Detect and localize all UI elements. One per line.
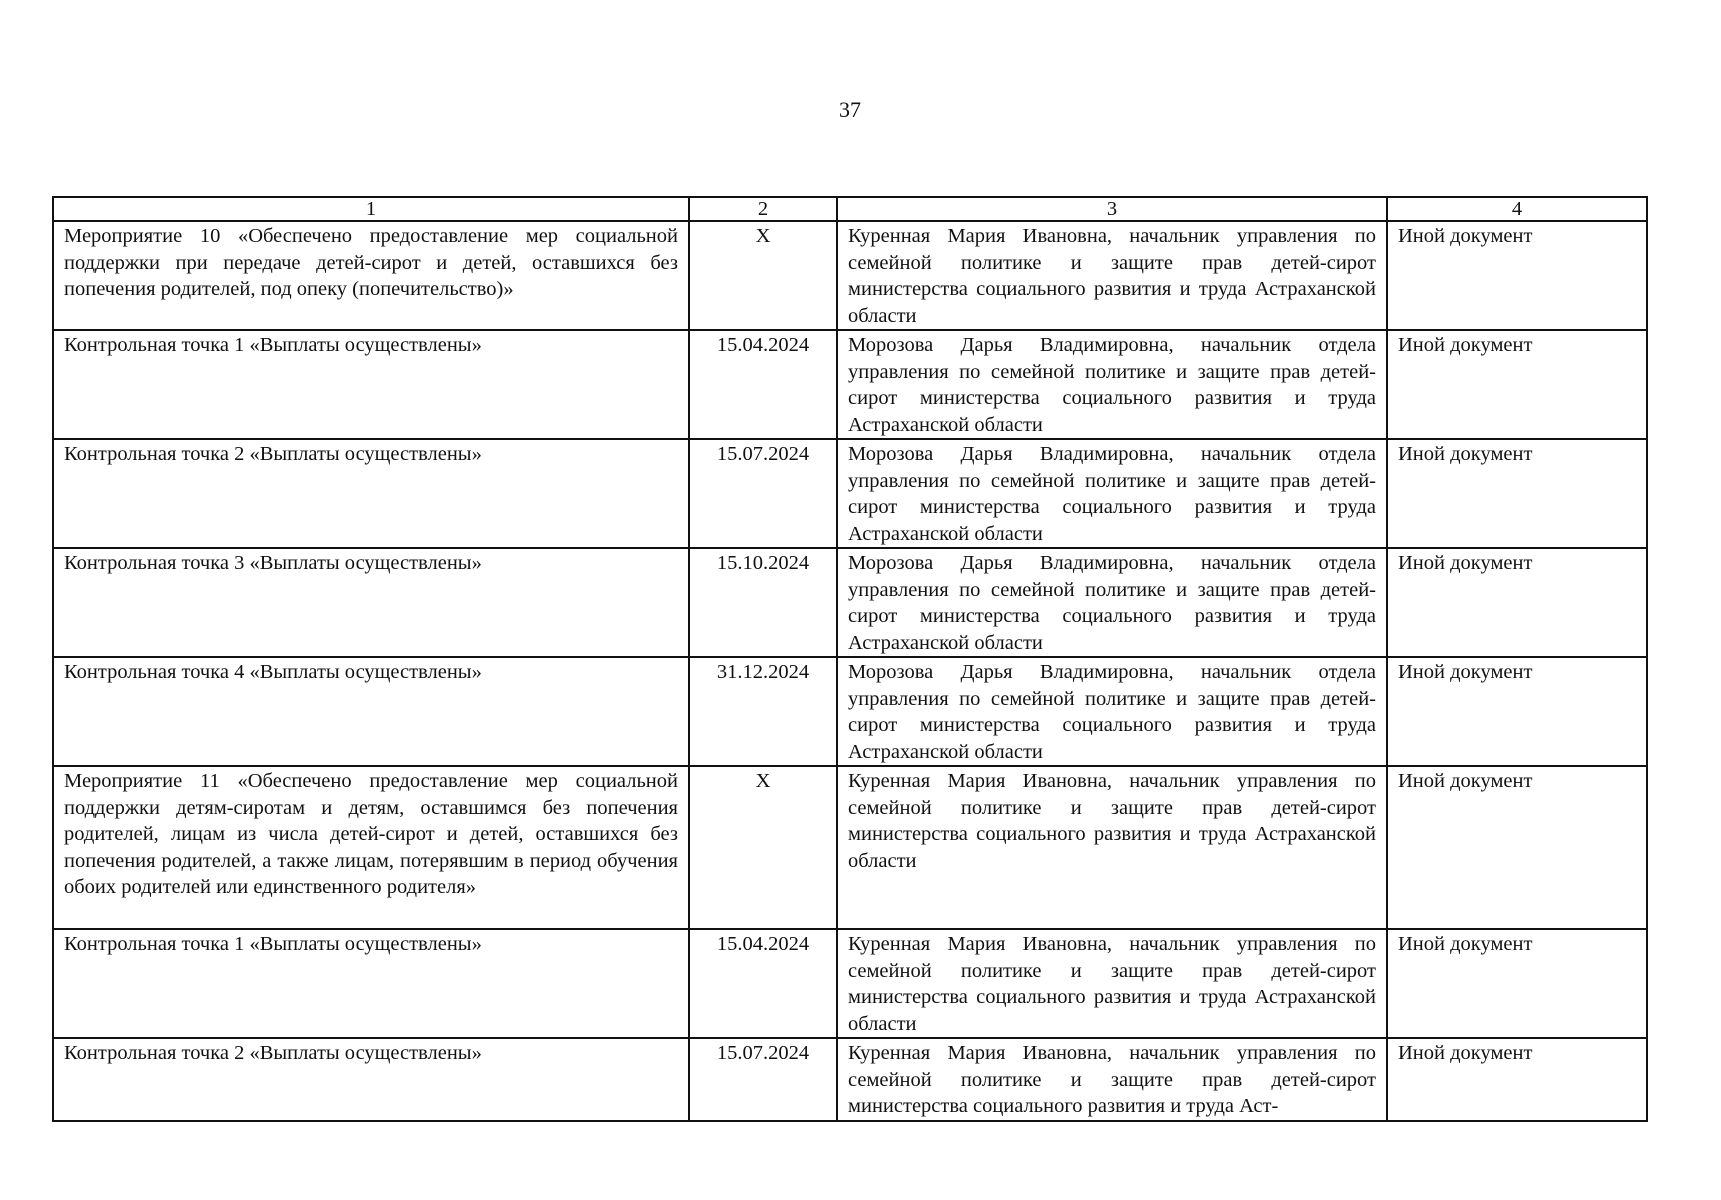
document-cell: Иной документ xyxy=(1387,657,1647,766)
date-cell: X xyxy=(689,221,837,330)
plan-table xyxy=(52,196,1648,1122)
task-cell: Контрольная точка 2 «Выплаты осуществлены» xyxy=(53,1038,689,1121)
document-cell: Иной документ xyxy=(1387,929,1647,1038)
table-row xyxy=(53,929,1647,1038)
task-cell: Мероприятие 11 «Обеспечено предоставление мер социальной поддержки детям-сиротам и детям, оставшимся без попечения родителей, лицам из числа детей-сирот и детей, оставшихся без попечения родителей, а также лицам, потерявшим в период обучения обоих родителей или единственного родителя» xyxy=(53,766,689,929)
date-cell: 15.04.2024 xyxy=(689,330,837,439)
table-row xyxy=(53,330,1647,439)
task-cell: Контрольная точка 1 «Выплаты осуществлены» xyxy=(53,929,689,1038)
date-cell: 31.12.2024 xyxy=(689,657,837,766)
responsible-cell: Морозова Дарья Владимировна, начальник отдела управления по семейной политике и защите прав детей-сирот министерства социального развития и труда Астраханской области xyxy=(837,657,1387,766)
table-row xyxy=(53,766,1647,929)
task-cell: Мероприятие 10 «Обеспечено предоставление мер социальной поддержки при передаче детей-сирот и детей, оставшихся без попечения родителей, под опеку (попечительство)» xyxy=(53,221,689,330)
responsible-cell: Куренная Мария Ивановна, начальник управления по семейной политике и защите прав детей-сирот министерства социального развития и труда Аст- xyxy=(837,1038,1387,1121)
task-cell: Контрольная точка 3 «Выплаты осуществлены» xyxy=(53,548,689,657)
task-cell: Контрольная точка 2 «Выплаты осуществлены» xyxy=(53,439,689,548)
date-cell: 15.10.2024 xyxy=(689,548,837,657)
responsible-cell: Куренная Мария Ивановна, начальник управления по семейной политике и защите прав детей-сирот министерства социального развития и труда Астраханской области xyxy=(837,766,1387,929)
responsible-cell: Морозова Дарья Владимировна, начальник отдела управления по семейной политике и защите прав детей-сирот министерства социального развития и труда Астраханской области xyxy=(837,548,1387,657)
table-row xyxy=(53,221,1647,330)
document-cell: Иной документ xyxy=(1387,1038,1647,1121)
document-cell: Иной документ xyxy=(1387,221,1647,330)
responsible-cell: Морозова Дарья Владимировна, начальник отдела управления по семейной политике и защите прав детей-сирот министерства социального развития и труда Астраханской области xyxy=(837,330,1387,439)
document-cell: Иной документ xyxy=(1387,766,1647,929)
document-cell: Иной документ xyxy=(1387,548,1647,657)
task-cell: Контрольная точка 1 «Выплаты осуществлены» xyxy=(53,330,689,439)
header-row xyxy=(53,197,1647,221)
header-cell: 2 xyxy=(689,197,837,221)
header-cell: 3 xyxy=(837,197,1387,221)
date-cell: X xyxy=(689,766,837,929)
header-cell: 4 xyxy=(1387,197,1647,221)
responsible-cell: Морозова Дарья Владимировна, начальник отдела управления по семейной политике и защите прав детей-сирот министерства социального развития и труда Астраханской области xyxy=(837,439,1387,548)
date-cell: 15.04.2024 xyxy=(689,929,837,1038)
date-cell: 15.07.2024 xyxy=(689,1038,837,1121)
page-number: 37 xyxy=(839,97,861,122)
document-cell: Иной документ xyxy=(1387,439,1647,548)
table-row xyxy=(53,1038,1647,1121)
responsible-cell: Куренная Мария Ивановна, начальник управления по семейной политике и защите прав детей-сирот министерства социального развития и труда Астраханской области xyxy=(837,929,1387,1038)
table-row xyxy=(53,657,1647,766)
document-cell: Иной документ xyxy=(1387,330,1647,439)
header-cell: 1 xyxy=(53,197,689,221)
task-cell: Контрольная точка 4 «Выплаты осуществлены» xyxy=(53,657,689,766)
table-row xyxy=(53,439,1647,548)
date-cell: 15.07.2024 xyxy=(689,439,837,548)
table-row xyxy=(53,548,1647,657)
responsible-cell: Куренная Мария Ивановна, начальник управления по семейной политике и защите прав детей-сирот министерства социального развития и труда Астраханской области xyxy=(837,221,1387,330)
